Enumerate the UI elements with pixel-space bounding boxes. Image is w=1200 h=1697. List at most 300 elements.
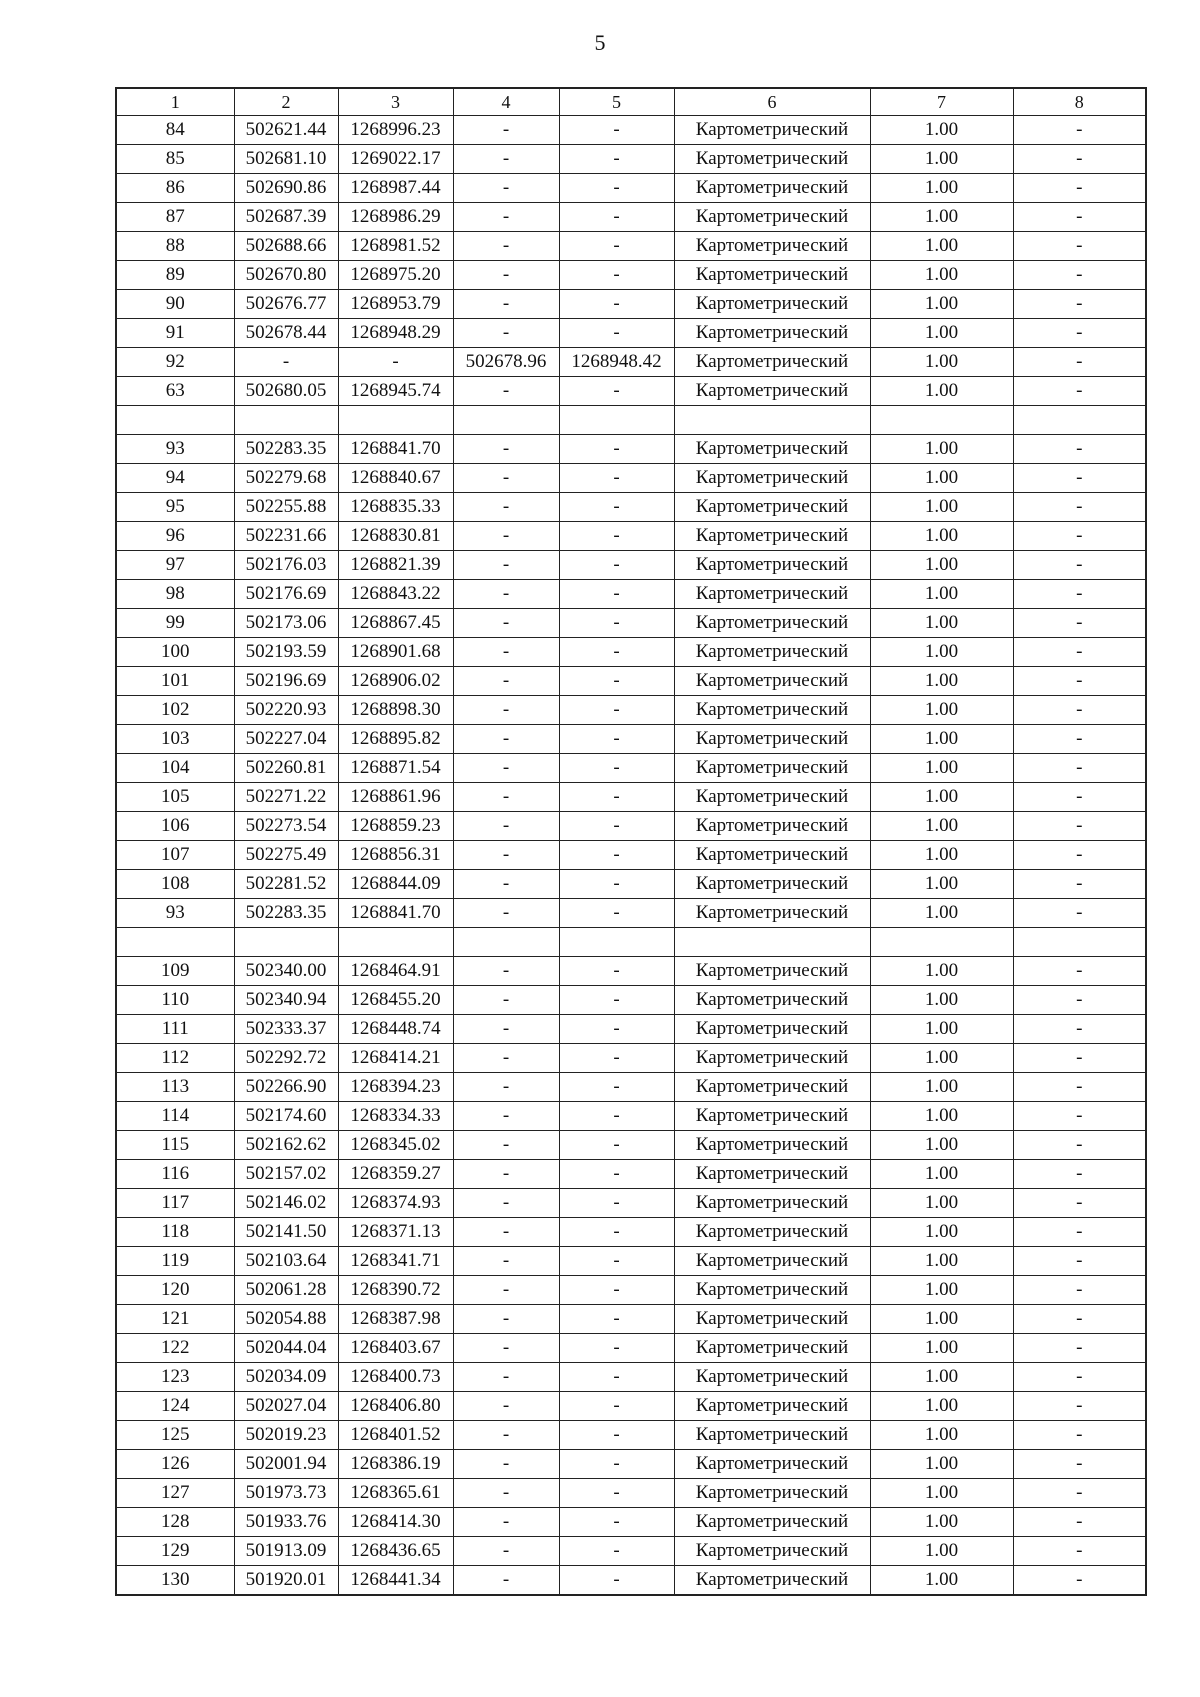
cell-y-coordinate: 1268953.79 (338, 290, 453, 319)
cell-description: - (1013, 377, 1146, 406)
cell-description: - (1013, 1421, 1146, 1450)
cell-point-number: 97 (116, 551, 234, 580)
cell-point-number: 84 (116, 116, 234, 145)
cell-method: Картометрический (674, 783, 870, 812)
cell-new-y-coordinate: - (559, 841, 674, 870)
cell-new-y-coordinate (559, 406, 674, 435)
cell-y-coordinate: 1268841.70 (338, 899, 453, 928)
cell-point-number: 130 (116, 1566, 234, 1596)
cell-accuracy: 1.00 (870, 551, 1013, 580)
cell-point-number: 128 (116, 1508, 234, 1537)
cell-y-coordinate: 1268401.52 (338, 1421, 453, 1450)
cell-point-number: 125 (116, 1421, 234, 1450)
cell-accuracy: 1.00 (870, 1160, 1013, 1189)
table-row (116, 1276, 1146, 1305)
cell-point-number: 88 (116, 232, 234, 261)
cell-new-x-coordinate: - (453, 609, 559, 638)
cell-method: Картометрический (674, 203, 870, 232)
cell-method: Картометрический (674, 290, 870, 319)
cell-point-number: 126 (116, 1450, 234, 1479)
cell-accuracy: 1.00 (870, 580, 1013, 609)
cell-new-x-coordinate: - (453, 1537, 559, 1566)
cell-method: Картометрический (674, 1247, 870, 1276)
cell-description: - (1013, 1450, 1146, 1479)
cell-method: Картометрический (674, 319, 870, 348)
cell-method: Картометрический (674, 493, 870, 522)
cell-method: Картометрический (674, 1102, 870, 1131)
cell-new-x-coordinate: - (453, 1392, 559, 1421)
cell-description: - (1013, 725, 1146, 754)
cell-new-y-coordinate: - (559, 1479, 674, 1508)
table-row (116, 928, 1146, 957)
cell-new-y-coordinate: - (559, 319, 674, 348)
table-row (116, 841, 1146, 870)
cell-method: Картометрический (674, 580, 870, 609)
cell-accuracy: 1.00 (870, 1537, 1013, 1566)
cell-description: - (1013, 1189, 1146, 1218)
cell-x-coordinate: 502220.93 (234, 696, 338, 725)
table-row (116, 957, 1146, 986)
cell-new-y-coordinate: - (559, 783, 674, 812)
cell-method: Картометрический (674, 348, 870, 377)
cell-new-y-coordinate: - (559, 145, 674, 174)
cell-x-coordinate: 502340.94 (234, 986, 338, 1015)
cell-y-coordinate: 1268345.02 (338, 1131, 453, 1160)
cell-description: - (1013, 1160, 1146, 1189)
table-row (116, 1160, 1146, 1189)
cell-new-y-coordinate: - (559, 609, 674, 638)
cell-y-coordinate: 1268898.30 (338, 696, 453, 725)
table-row (116, 1450, 1146, 1479)
cell-point-number: 121 (116, 1305, 234, 1334)
cell-point-number: 89 (116, 261, 234, 290)
cell-description: - (1013, 1247, 1146, 1276)
cell-new-x-coordinate (453, 406, 559, 435)
cell-point-number: 108 (116, 870, 234, 899)
cell-new-y-coordinate: - (559, 551, 674, 580)
table-row (116, 203, 1146, 232)
cell-method: Картометрический (674, 377, 870, 406)
table-row (116, 551, 1146, 580)
cell-new-x-coordinate: - (453, 493, 559, 522)
table-row (116, 1102, 1146, 1131)
cell-y-coordinate: 1268987.44 (338, 174, 453, 203)
cell-x-coordinate: 502281.52 (234, 870, 338, 899)
cell-new-x-coordinate (453, 928, 559, 957)
cell-x-coordinate: 502266.90 (234, 1073, 338, 1102)
cell-point-number: 95 (116, 493, 234, 522)
cell-x-coordinate: 502255.88 (234, 493, 338, 522)
cell-accuracy: 1.00 (870, 1334, 1013, 1363)
cell-y-coordinate: 1268414.30 (338, 1508, 453, 1537)
cell-new-x-coordinate: - (453, 754, 559, 783)
cell-new-y-coordinate: - (559, 899, 674, 928)
cell-method: Картометрический (674, 696, 870, 725)
cell-point-number: 93 (116, 435, 234, 464)
cell-accuracy: 1.00 (870, 899, 1013, 928)
cell-x-coordinate: 502621.44 (234, 116, 338, 145)
cell-new-y-coordinate: - (559, 493, 674, 522)
cell-method: Картометрический (674, 1131, 870, 1160)
cell-method: Картометрический (674, 1073, 870, 1102)
cell-accuracy: 1.00 (870, 1247, 1013, 1276)
cell-x-coordinate: 502273.54 (234, 812, 338, 841)
cell-accuracy: 1.00 (870, 1508, 1013, 1537)
cell-point-number: 118 (116, 1218, 234, 1247)
table-row (116, 638, 1146, 667)
table-row (116, 261, 1146, 290)
cell-description (1013, 928, 1146, 957)
cell-point-number: 63 (116, 377, 234, 406)
cell-new-y-coordinate: - (559, 1392, 674, 1421)
cell-x-coordinate: 502279.68 (234, 464, 338, 493)
table-body (116, 116, 1146, 1596)
cell-new-x-coordinate: - (453, 1276, 559, 1305)
cell-x-coordinate: 502146.02 (234, 1189, 338, 1218)
cell-method: Картометрический (674, 957, 870, 986)
cell-new-y-coordinate: - (559, 1508, 674, 1537)
cell-description: - (1013, 1508, 1146, 1537)
cell-method: Картометрический (674, 174, 870, 203)
cell-new-y-coordinate: - (559, 1247, 674, 1276)
cell-new-x-coordinate: - (453, 551, 559, 580)
column-header: 7 (870, 88, 1013, 116)
cell-new-x-coordinate: - (453, 1015, 559, 1044)
cell-point-number: 111 (116, 1015, 234, 1044)
cell-new-y-coordinate: - (559, 1218, 674, 1247)
cell-x-coordinate: 502044.04 (234, 1334, 338, 1363)
cell-x-coordinate: 502333.37 (234, 1015, 338, 1044)
cell-new-x-coordinate: - (453, 696, 559, 725)
cell-accuracy: 1.00 (870, 957, 1013, 986)
cell-point-number: 106 (116, 812, 234, 841)
cell-x-coordinate: 502103.64 (234, 1247, 338, 1276)
cell-new-y-coordinate: - (559, 1566, 674, 1596)
cell-x-coordinate: 502193.59 (234, 638, 338, 667)
cell-new-x-coordinate: - (453, 232, 559, 261)
cell-new-y-coordinate: - (559, 580, 674, 609)
cell-point-number: 101 (116, 667, 234, 696)
cell-point-number (116, 406, 234, 435)
cell-new-x-coordinate: 502678.96 (453, 348, 559, 377)
table-row (116, 1566, 1146, 1596)
table-row (116, 1218, 1146, 1247)
cell-new-x-coordinate: - (453, 1334, 559, 1363)
cell-description: - (1013, 1131, 1146, 1160)
cell-y-coordinate: 1268414.21 (338, 1044, 453, 1073)
cell-y-coordinate: 1268856.31 (338, 841, 453, 870)
column-header: 1 (116, 88, 234, 116)
cell-accuracy: 1.00 (870, 522, 1013, 551)
cell-method: Картометрический (674, 986, 870, 1015)
cell-new-y-coordinate: - (559, 464, 674, 493)
cell-method: Картометрический (674, 1363, 870, 1392)
cell-accuracy: 1.00 (870, 783, 1013, 812)
cell-method: Картометрический (674, 1334, 870, 1363)
cell-accuracy: 1.00 (870, 116, 1013, 145)
cell-x-coordinate: 502176.69 (234, 580, 338, 609)
table-row (116, 667, 1146, 696)
table-row (116, 464, 1146, 493)
cell-point-number: 96 (116, 522, 234, 551)
cell-description: - (1013, 145, 1146, 174)
cell-description: - (1013, 1015, 1146, 1044)
cell-accuracy: 1.00 (870, 986, 1013, 1015)
cell-new-y-coordinate: - (559, 174, 674, 203)
cell-accuracy: 1.00 (870, 1363, 1013, 1392)
cell-y-coordinate: 1268406.80 (338, 1392, 453, 1421)
cell-y-coordinate: 1268948.29 (338, 319, 453, 348)
cell-point-number: 100 (116, 638, 234, 667)
cell-accuracy: 1.00 (870, 493, 1013, 522)
cell-point-number: 110 (116, 986, 234, 1015)
cell-point-number: 92 (116, 348, 234, 377)
cell-x-coordinate: - (234, 348, 338, 377)
cell-description: - (1013, 464, 1146, 493)
cell-new-x-coordinate: - (453, 841, 559, 870)
cell-new-y-coordinate: - (559, 638, 674, 667)
cell-point-number: 115 (116, 1131, 234, 1160)
cell-y-coordinate: 1268861.96 (338, 783, 453, 812)
cell-description: - (1013, 638, 1146, 667)
cell-point-number: 85 (116, 145, 234, 174)
cell-new-x-coordinate: - (453, 1073, 559, 1102)
cell-new-x-coordinate: - (453, 1421, 559, 1450)
cell-new-y-coordinate: - (559, 232, 674, 261)
table-row (116, 1189, 1146, 1218)
cell-new-y-coordinate: - (559, 1015, 674, 1044)
cell-method: Картометрический (674, 1566, 870, 1596)
cell-new-x-coordinate: - (453, 1189, 559, 1218)
cell-new-y-coordinate: - (559, 1363, 674, 1392)
cell-y-coordinate: 1268386.19 (338, 1450, 453, 1479)
cell-accuracy: 1.00 (870, 870, 1013, 899)
cell-new-y-coordinate: 1268948.42 (559, 348, 674, 377)
cell-y-coordinate: 1268906.02 (338, 667, 453, 696)
cell-description: - (1013, 1479, 1146, 1508)
table-row (116, 1334, 1146, 1363)
cell-point-number: 127 (116, 1479, 234, 1508)
cell-y-coordinate: 1268830.81 (338, 522, 453, 551)
cell-point-number: 114 (116, 1102, 234, 1131)
table-row (116, 580, 1146, 609)
cell-x-coordinate (234, 928, 338, 957)
table-header-row (116, 88, 1146, 116)
cell-y-coordinate (338, 406, 453, 435)
cell-accuracy: 1.00 (870, 1131, 1013, 1160)
cell-new-x-coordinate: - (453, 1566, 559, 1596)
cell-accuracy: 1.00 (870, 174, 1013, 203)
cell-new-x-coordinate: - (453, 319, 559, 348)
cell-new-x-coordinate: - (453, 1160, 559, 1189)
table-row (116, 522, 1146, 551)
table-row (116, 493, 1146, 522)
cell-y-coordinate: 1269022.17 (338, 145, 453, 174)
table-row (116, 435, 1146, 464)
cell-method: Картометрический (674, 638, 870, 667)
cell-y-coordinate (338, 928, 453, 957)
cell-x-coordinate: 502001.94 (234, 1450, 338, 1479)
cell-y-coordinate: 1268394.23 (338, 1073, 453, 1102)
cell-accuracy: 1.00 (870, 1566, 1013, 1596)
cell-description: - (1013, 1334, 1146, 1363)
cell-point-number: 86 (116, 174, 234, 203)
cell-point-number: 116 (116, 1160, 234, 1189)
cell-new-y-coordinate: - (559, 1537, 674, 1566)
cell-method: Картометрический (674, 1160, 870, 1189)
table-row (116, 1305, 1146, 1334)
cell-y-coordinate: 1268844.09 (338, 870, 453, 899)
cell-new-y-coordinate: - (559, 435, 674, 464)
cell-new-y-coordinate: - (559, 116, 674, 145)
table-row (116, 406, 1146, 435)
cell-x-coordinate: 502173.06 (234, 609, 338, 638)
cell-y-coordinate: 1268371.13 (338, 1218, 453, 1247)
cell-y-coordinate: 1268403.67 (338, 1334, 453, 1363)
cell-y-coordinate: 1268448.74 (338, 1015, 453, 1044)
cell-accuracy: 1.00 (870, 1218, 1013, 1247)
cell-x-coordinate: 502283.35 (234, 435, 338, 464)
cell-x-coordinate: 502340.00 (234, 957, 338, 986)
cell-x-coordinate: 502688.66 (234, 232, 338, 261)
cell-accuracy: 1.00 (870, 464, 1013, 493)
cell-x-coordinate: 502162.62 (234, 1131, 338, 1160)
cell-new-x-coordinate: - (453, 1363, 559, 1392)
cell-x-coordinate: 502260.81 (234, 754, 338, 783)
cell-point-number: 119 (116, 1247, 234, 1276)
cell-point-number: 109 (116, 957, 234, 986)
cell-x-coordinate: 502157.02 (234, 1160, 338, 1189)
cell-accuracy: 1.00 (870, 609, 1013, 638)
cell-new-x-coordinate: - (453, 725, 559, 754)
cell-accuracy: 1.00 (870, 696, 1013, 725)
cell-new-y-coordinate: - (559, 290, 674, 319)
cell-point-number: 91 (116, 319, 234, 348)
table-row (116, 319, 1146, 348)
cell-new-x-coordinate: - (453, 1131, 559, 1160)
cell-new-x-coordinate: - (453, 783, 559, 812)
table-row (116, 1537, 1146, 1566)
cell-new-x-coordinate: - (453, 464, 559, 493)
cell-description: - (1013, 1537, 1146, 1566)
cell-point-number: 98 (116, 580, 234, 609)
cell-point-number: 113 (116, 1073, 234, 1102)
cell-new-y-coordinate: - (559, 667, 674, 696)
table-row (116, 609, 1146, 638)
cell-new-y-coordinate: - (559, 1276, 674, 1305)
cell-method: Картометрический (674, 522, 870, 551)
cell-method: Картометрический (674, 1392, 870, 1421)
cell-method: Картометрический (674, 725, 870, 754)
cell-new-x-coordinate: - (453, 261, 559, 290)
table-row (116, 783, 1146, 812)
cell-new-y-coordinate: - (559, 522, 674, 551)
cell-x-coordinate: 502676.77 (234, 290, 338, 319)
cell-new-x-coordinate: - (453, 1479, 559, 1508)
cell-point-number: 90 (116, 290, 234, 319)
table-row (116, 1131, 1146, 1160)
cell-method (674, 928, 870, 957)
cell-new-y-coordinate: - (559, 870, 674, 899)
cell-method: Картометрический (674, 899, 870, 928)
cell-new-y-coordinate: - (559, 261, 674, 290)
cell-x-coordinate: 502681.10 (234, 145, 338, 174)
table-row (116, 1421, 1146, 1450)
table-row (116, 1247, 1146, 1276)
cell-y-coordinate: 1268359.27 (338, 1160, 453, 1189)
cell-point-number: 104 (116, 754, 234, 783)
cell-method: Картометрический (674, 1218, 870, 1247)
cell-accuracy: 1.00 (870, 348, 1013, 377)
cell-accuracy: 1.00 (870, 290, 1013, 319)
cell-x-coordinate: 502275.49 (234, 841, 338, 870)
cell-accuracy: 1.00 (870, 1479, 1013, 1508)
cell-new-x-coordinate: - (453, 957, 559, 986)
table-row (116, 986, 1146, 1015)
cell-new-y-coordinate: - (559, 1189, 674, 1218)
cell-new-y-coordinate: - (559, 1044, 674, 1073)
cell-accuracy: 1.00 (870, 1102, 1013, 1131)
cell-new-y-coordinate: - (559, 725, 674, 754)
cell-new-y-coordinate: - (559, 1073, 674, 1102)
column-header: 8 (1013, 88, 1146, 116)
cell-description: - (1013, 812, 1146, 841)
table-row (116, 1508, 1146, 1537)
cell-x-coordinate: 502061.28 (234, 1276, 338, 1305)
cell-description: - (1013, 551, 1146, 580)
cell-description: - (1013, 841, 1146, 870)
column-header: 4 (453, 88, 559, 116)
cell-point-number: 107 (116, 841, 234, 870)
cell-y-coordinate: 1268436.65 (338, 1537, 453, 1566)
cell-new-y-coordinate: - (559, 1305, 674, 1334)
table-row (116, 696, 1146, 725)
cell-new-x-coordinate: - (453, 290, 559, 319)
cell-description: - (1013, 1044, 1146, 1073)
cell-accuracy: 1.00 (870, 319, 1013, 348)
cell-method: Картометрический (674, 232, 870, 261)
cell-new-x-coordinate: - (453, 1450, 559, 1479)
cell-y-coordinate: 1268835.33 (338, 493, 453, 522)
cell-y-coordinate: 1268975.20 (338, 261, 453, 290)
cell-method: Картометрический (674, 1508, 870, 1537)
cell-y-coordinate: 1268821.39 (338, 551, 453, 580)
cell-point-number: 120 (116, 1276, 234, 1305)
cell-method: Картометрический (674, 1276, 870, 1305)
cell-description: - (1013, 522, 1146, 551)
cell-point-number: 102 (116, 696, 234, 725)
cell-y-coordinate: 1268859.23 (338, 812, 453, 841)
cell-new-x-coordinate: - (453, 899, 559, 928)
table-row (116, 232, 1146, 261)
cell-y-coordinate: 1268895.82 (338, 725, 453, 754)
cell-description: - (1013, 348, 1146, 377)
cell-description: - (1013, 754, 1146, 783)
cell-method: Картометрический (674, 551, 870, 580)
cell-accuracy: 1.00 (870, 1450, 1013, 1479)
cell-accuracy: 1.00 (870, 1189, 1013, 1218)
cell-x-coordinate: 502054.88 (234, 1305, 338, 1334)
cell-description: - (1013, 957, 1146, 986)
cell-description: - (1013, 174, 1146, 203)
cell-y-coordinate: 1268843.22 (338, 580, 453, 609)
cell-method: Картометрический (674, 1537, 870, 1566)
cell-new-y-coordinate: - (559, 957, 674, 986)
cell-new-x-coordinate: - (453, 1044, 559, 1073)
cell-description: - (1013, 1363, 1146, 1392)
cell-point-number: 123 (116, 1363, 234, 1392)
table-row (116, 870, 1146, 899)
